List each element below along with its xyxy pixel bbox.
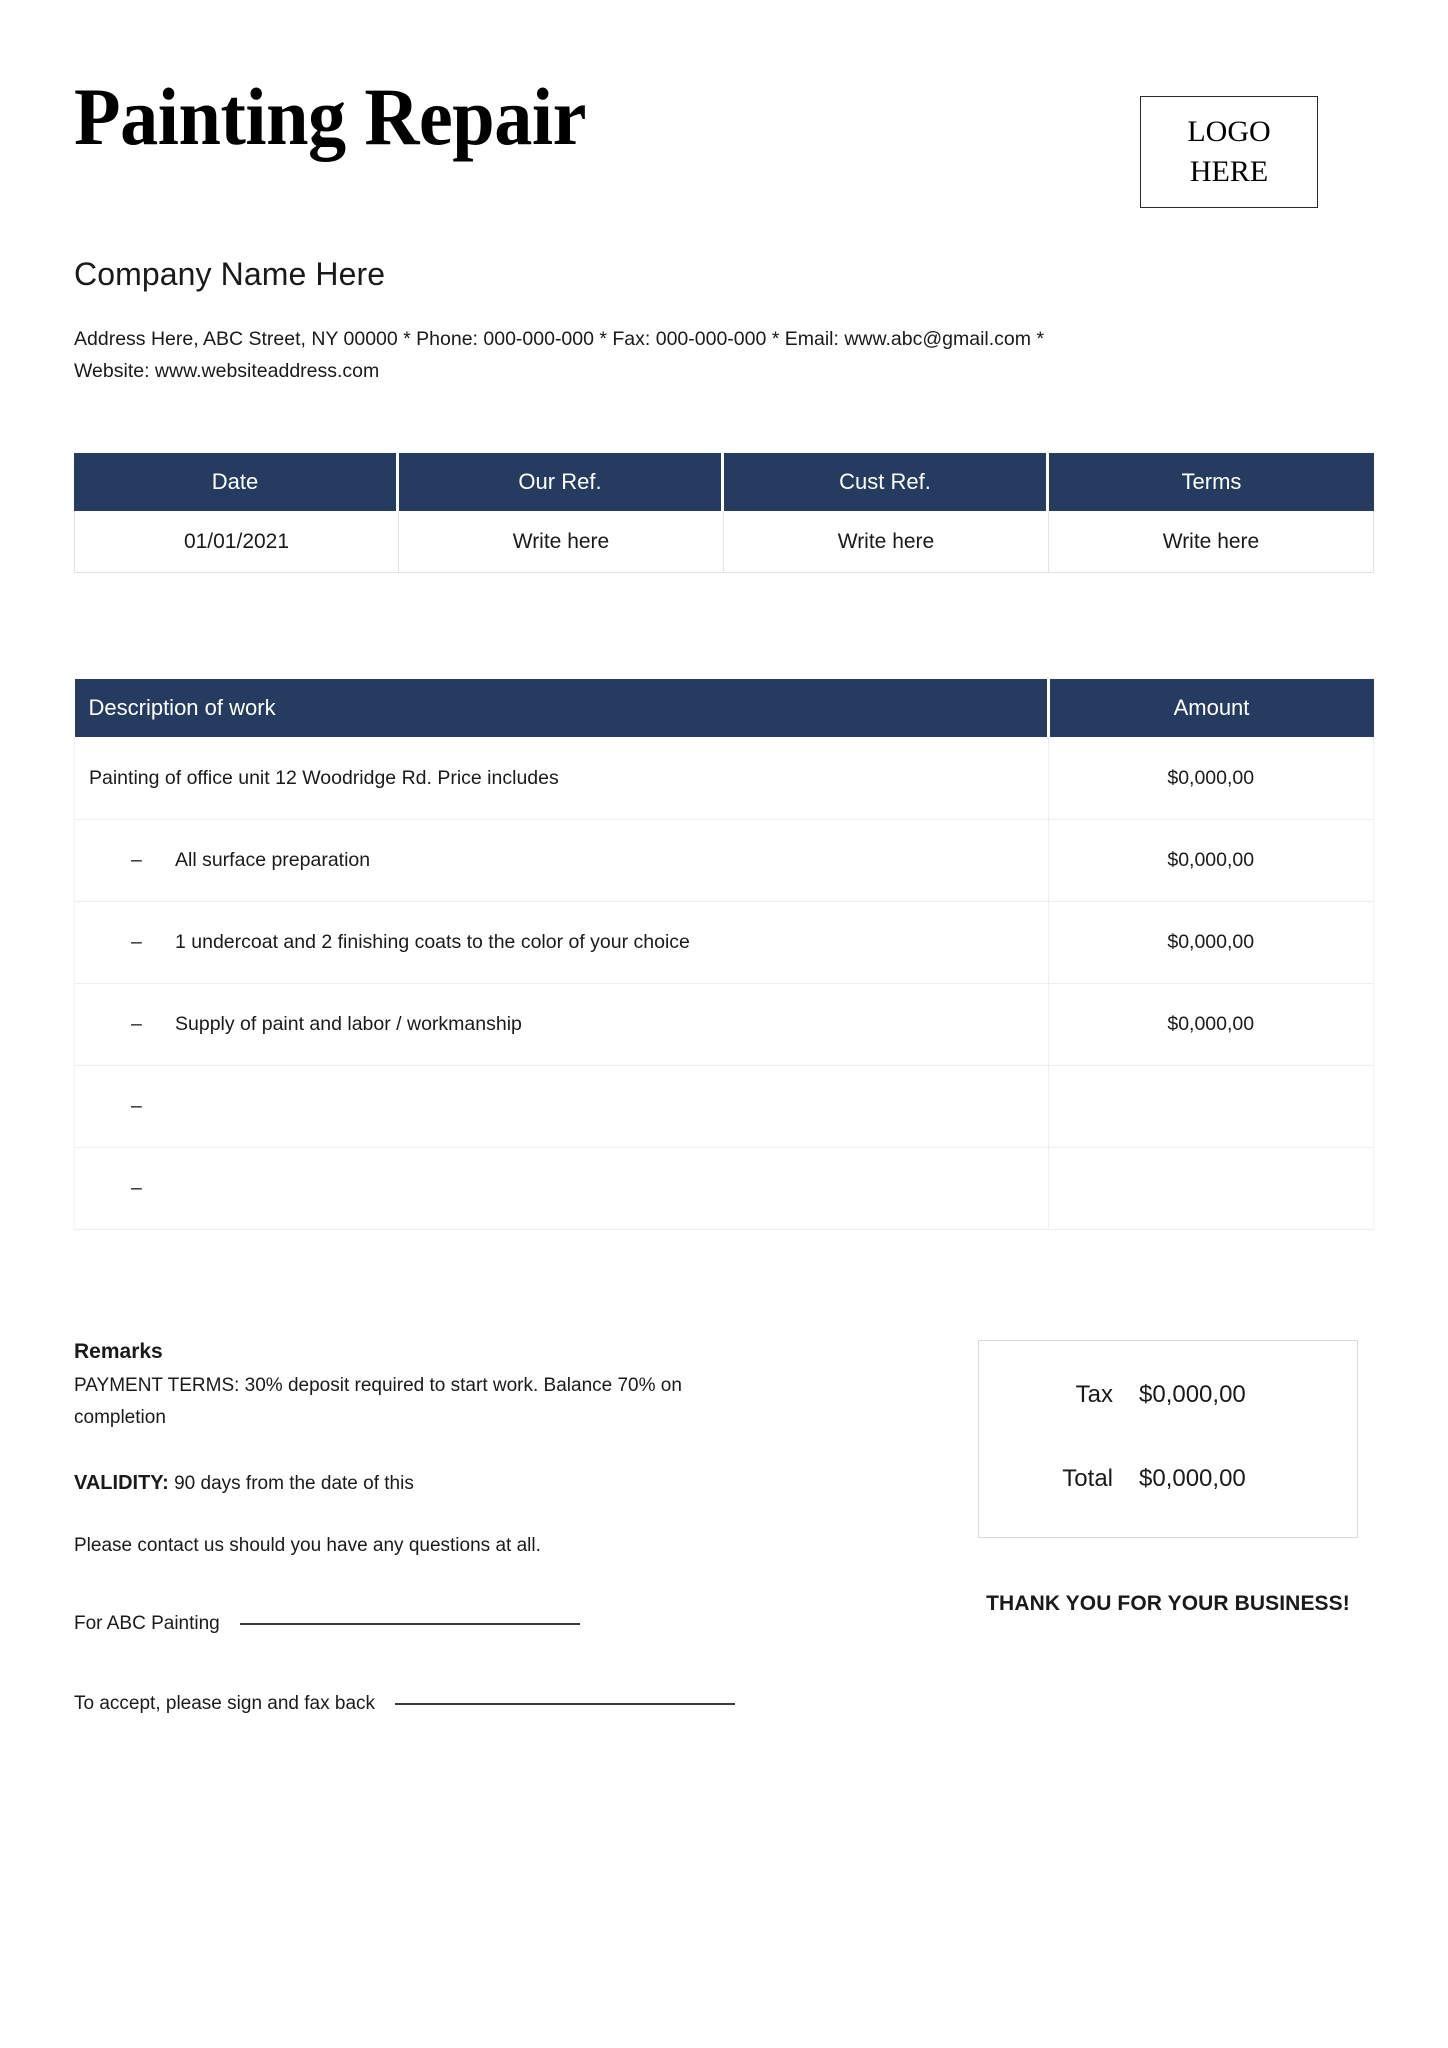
work-description-table [74, 679, 1374, 1230]
row-description[interactable] [75, 901, 1049, 983]
header-date: Date [74, 453, 399, 511]
company-name: Company Name Here [74, 256, 386, 292]
signature-line-accept[interactable] [395, 1703, 735, 1705]
document-header [74, 0, 1374, 208]
bullet-wrapper [89, 1095, 1047, 1118]
row-amount[interactable] [1048, 1065, 1374, 1147]
signature-row-accept [74, 1693, 774, 1715]
payment-terms-text: PAYMENT TERMS: 30% deposit required to start work. Balance 70% on completion [74, 1374, 682, 1429]
table-row [75, 983, 1374, 1065]
header-amount: Amount [1048, 679, 1374, 737]
row-amount[interactable]: $0,000,00 [1048, 983, 1374, 1065]
row-description[interactable]: Painting of office unit 12 Woodridge Rd. Price includes [75, 737, 1049, 819]
work-table-body [75, 737, 1374, 1229]
signature-row-company [74, 1613, 774, 1635]
value-terms[interactable]: Write here [1049, 511, 1374, 573]
row-description[interactable] [75, 1065, 1049, 1147]
table-row [75, 1147, 1374, 1229]
table-row [75, 1065, 1374, 1147]
table-row [75, 737, 1374, 819]
reference-table [74, 453, 1374, 573]
row-amount[interactable]: $0,000,00 [1048, 737, 1374, 819]
bullet-wrapper [89, 931, 1047, 954]
row-description[interactable] [75, 819, 1049, 901]
bullet-wrapper [89, 849, 1047, 872]
dash-icon: – [131, 848, 142, 871]
header-description-of-work: Description of work [75, 679, 1049, 737]
work-header-row [75, 679, 1374, 737]
dash-icon: – [131, 1012, 142, 1035]
signature-label-accept: To accept, please sign and fax back [74, 1693, 376, 1715]
address-line-1: Address Here, ABC Street, NY 00000 * Phone: 000-000-000 * Fax: 000-000-000 * Email: www.abc@gmail.com * [74, 328, 1045, 350]
value-our-ref[interactable]: Write here [399, 511, 724, 573]
company-address [74, 323, 1214, 387]
thank-you-message: THANK YOU FOR YOUR BUSINESS! [986, 1591, 1350, 1615]
tax-value[interactable]: $0,000,00 [1139, 1380, 1246, 1408]
value-date[interactable]: 01/01/2021 [74, 511, 399, 573]
validity-line [74, 1472, 774, 1495]
address-line-2: Website: www.websiteaddress.com [74, 360, 380, 383]
reference-header-row [74, 453, 1374, 511]
row-amount[interactable]: $0,000,00 [1048, 901, 1374, 983]
lower-section [74, 1340, 1374, 1716]
header-terms: Terms [1049, 453, 1374, 511]
bullet-wrapper [89, 1013, 1047, 1036]
table-row [75, 901, 1374, 983]
bullet-wrapper [89, 1177, 1047, 1200]
row-description-text: 1 undercoat and 2 finishing coats to the color of your choice [175, 930, 690, 953]
reference-value-row [74, 511, 1374, 573]
dash-icon: – [131, 930, 142, 953]
total-value[interactable]: $0,000,00 [1139, 1464, 1246, 1492]
dash-icon: – [131, 1176, 142, 1199]
totals-column [978, 1340, 1358, 1716]
remarks-column [74, 1340, 774, 1716]
validity-label: VALIDITY: [74, 1472, 169, 1495]
totals-box [978, 1340, 1358, 1538]
tax-label: Tax [1075, 1380, 1113, 1408]
tax-row [979, 1367, 1357, 1423]
dash-icon: – [131, 1094, 142, 1117]
validity-text: 90 days from the date of this [174, 1473, 414, 1495]
table-row [75, 819, 1374, 901]
value-cust-ref[interactable]: Write here [724, 511, 1049, 573]
remarks-heading: Remarks [74, 1339, 163, 1363]
signature-line-company[interactable] [240, 1623, 580, 1625]
signature-label-company: For ABC Painting [74, 1613, 220, 1635]
row-description[interactable] [75, 983, 1049, 1065]
logo-line-1: LOGO [1187, 114, 1271, 148]
row-description[interactable] [75, 1147, 1049, 1229]
page-title: Painting Repair [74, 71, 587, 162]
header-our-ref: Our Ref. [399, 453, 724, 511]
work-table-head [75, 679, 1374, 737]
row-amount[interactable]: $0,000,00 [1048, 819, 1374, 901]
header-cust-ref: Cust Ref. [724, 453, 1049, 511]
total-label: Total [1062, 1464, 1113, 1492]
logo-placeholder [1140, 96, 1318, 208]
total-row [979, 1451, 1357, 1507]
contact-text: Please contact us should you have any questions at all. [74, 1535, 541, 1557]
row-description-text: All surface preparation [175, 848, 371, 871]
row-description-text: Supply of paint and labor / workmanship [175, 1012, 522, 1035]
row-amount[interactable] [1048, 1147, 1374, 1229]
logo-line-2: HERE [1189, 155, 1269, 188]
